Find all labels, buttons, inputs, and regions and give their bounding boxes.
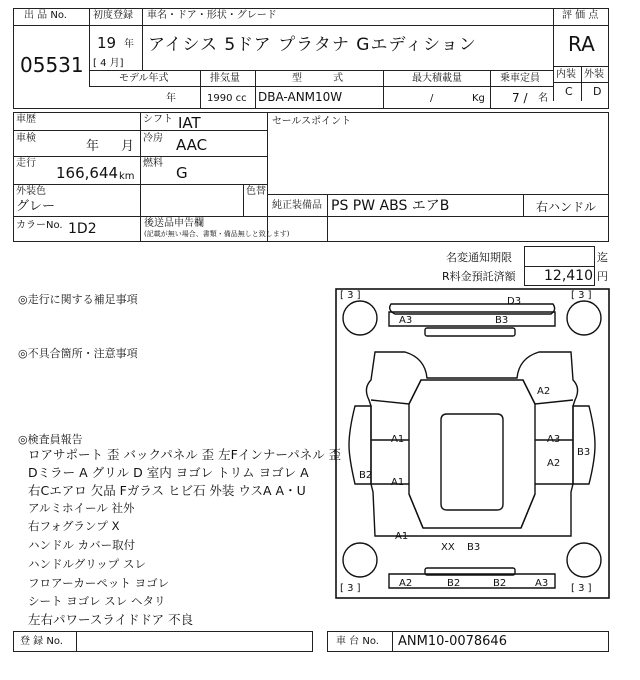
interior-label: 内装 — [556, 69, 576, 80]
shift: IAT — [178, 114, 201, 132]
name-change-box — [524, 246, 595, 267]
wheel-mark: [ 3 ] — [571, 583, 592, 594]
car-damage-diagram — [335, 288, 611, 630]
year-unit: 年 — [124, 39, 134, 50]
model-year-label: モデル年式 — [119, 73, 169, 84]
exterior-color-label: 外装色 — [16, 186, 46, 197]
damage-mark: B2 — [493, 578, 507, 589]
first-registration-month: [ 4 月] — [93, 58, 124, 69]
damage-mark: A2 — [537, 386, 551, 397]
damage-mark: XX — [441, 542, 455, 553]
type-label: 型 式 — [292, 73, 358, 84]
lot-number: 05531 — [20, 53, 84, 77]
recycle-fee-unit: 円 — [597, 270, 608, 283]
wheel-mark: [ 3 ] — [571, 290, 592, 301]
damage-mark: B2 — [447, 578, 461, 589]
capacity-unit: 名 — [538, 93, 548, 104]
inspector-line: フロアーカーペット ヨゴレ — [28, 576, 170, 590]
model-name-label: 車名・ドア・形状・グレード — [147, 10, 277, 21]
color-no-label: カラーNo. — [16, 220, 63, 231]
equipment: PS PW ABS エアB — [331, 198, 450, 214]
defects-title: ◎不具合箇所・注意事項 — [18, 347, 138, 360]
score-label: 評 価 点 — [562, 10, 599, 21]
chassis-no-label: 車 台 No. — [336, 636, 379, 647]
damage-mark: A2 — [547, 458, 561, 469]
first-registration-year: 19 — [97, 34, 117, 52]
capacity-label: 乗車定員 — [500, 73, 540, 84]
mileage-label: 走行 — [16, 158, 36, 169]
wheel-mark: [ 3 ] — [340, 583, 361, 594]
damage-mark: A1 — [395, 531, 409, 542]
inspector-line: アルミホイール 社外 — [28, 501, 135, 515]
inspection-label: 車検 — [16, 133, 36, 144]
aftermarket-note: (記載が無い場合、書類・備品無しと致します) — [144, 230, 290, 238]
inspector-line: Dミラー A グリル D 室内 ヨゴレ トリム ヨゴレ A — [28, 465, 309, 480]
model-year-unit: 年 — [166, 93, 176, 104]
color-no: 1D2 — [68, 221, 97, 237]
color-change-label: 色替 — [246, 186, 266, 197]
equipment-label: 純正装備品 — [272, 200, 322, 211]
damage-mark: B3 — [495, 315, 509, 326]
damage-mark: B2 — [359, 470, 373, 481]
interior-grade: C — [565, 85, 573, 98]
damage-mark: A1 — [391, 477, 405, 488]
driving-notes-title: ◎走行に関する補足事項 — [18, 293, 138, 306]
max-load-label: 最大積載量 — [412, 73, 462, 84]
first-registration-label: 初度登録 — [93, 10, 133, 21]
model-type: DBA-ANM10W — [258, 90, 343, 104]
aftermarket-label: 後送品申告欄 — [144, 218, 204, 229]
history-label: 車歴 — [16, 114, 36, 125]
sales-point-label: セールスポイント — [272, 116, 352, 127]
ac-label: 冷房 — [143, 133, 163, 144]
name-change-label: 名変通知期限 — [446, 251, 512, 264]
inspector-line: ハンドル カバー取付 — [28, 538, 136, 552]
capacity: 7 / — [512, 91, 528, 105]
inspector-line: ハンドルグリップ スレ — [28, 557, 146, 571]
model-name: アイシス 5ドア プラタナ Gエディション — [148, 35, 477, 55]
exterior-color: グレー — [16, 199, 56, 214]
max-load-unit: Kg — [472, 93, 485, 104]
max-load-separator: / — [430, 93, 434, 104]
steering: 右ハンドル — [536, 200, 597, 214]
inspector-line: ロアサポート 歪 バックパネル 歪 左Fインナーパネル 歪 — [28, 447, 342, 462]
damage-mark: A3 — [399, 315, 413, 326]
mileage: 166,644 — [56, 164, 119, 182]
inspection-month-unit: 月 — [121, 139, 135, 154]
recycle-fee-label: R料金預託済額 — [442, 270, 516, 283]
air-conditioner: AAC — [176, 136, 208, 154]
inspector-line: 右フォグランプ X — [28, 519, 120, 533]
exterior-label: 外装 — [584, 69, 604, 80]
inspector-line: シート ヨゴレ スレ ヘタリ — [28, 594, 166, 608]
fuel-label: 燃料 — [143, 158, 163, 169]
mileage-unit: km — [119, 171, 135, 182]
inspection-year-unit: 年 — [86, 139, 100, 154]
displacement-label: 排気量 — [210, 73, 240, 84]
registration-no-label: 登 録 No. — [20, 636, 63, 647]
score: RA — [568, 32, 595, 56]
displacement: 1990 cc — [207, 93, 247, 104]
chassis-no: ANM10-0078646 — [398, 634, 507, 649]
exterior-grade: D — [593, 85, 602, 98]
shift-label: シフト — [143, 114, 173, 125]
recycle-fee-amount: 12,410 — [544, 268, 593, 284]
damage-mark: A3 — [535, 578, 549, 589]
damage-mark: B3 — [467, 542, 481, 553]
inspector-report-title: ◎検査員報告 — [18, 433, 83, 446]
damage-mark: A2 — [399, 578, 413, 589]
lot-number-label: 出 品 No. — [24, 10, 67, 21]
inspector-line: 左右パワースライドドア 不良 — [28, 612, 194, 627]
damage-mark: B3 — [577, 447, 591, 458]
damage-mark: D3 — [507, 296, 522, 307]
wheel-mark: [ 3 ] — [340, 290, 361, 301]
name-change-unit: 迄 — [597, 251, 608, 264]
damage-mark: A3 — [547, 434, 561, 445]
damage-mark: A1 — [391, 434, 405, 445]
fuel: G — [176, 164, 188, 182]
inspector-line: 右Cエアロ 欠品 Fガラス ヒビ石 外装 ウスA A・U — [28, 483, 306, 498]
